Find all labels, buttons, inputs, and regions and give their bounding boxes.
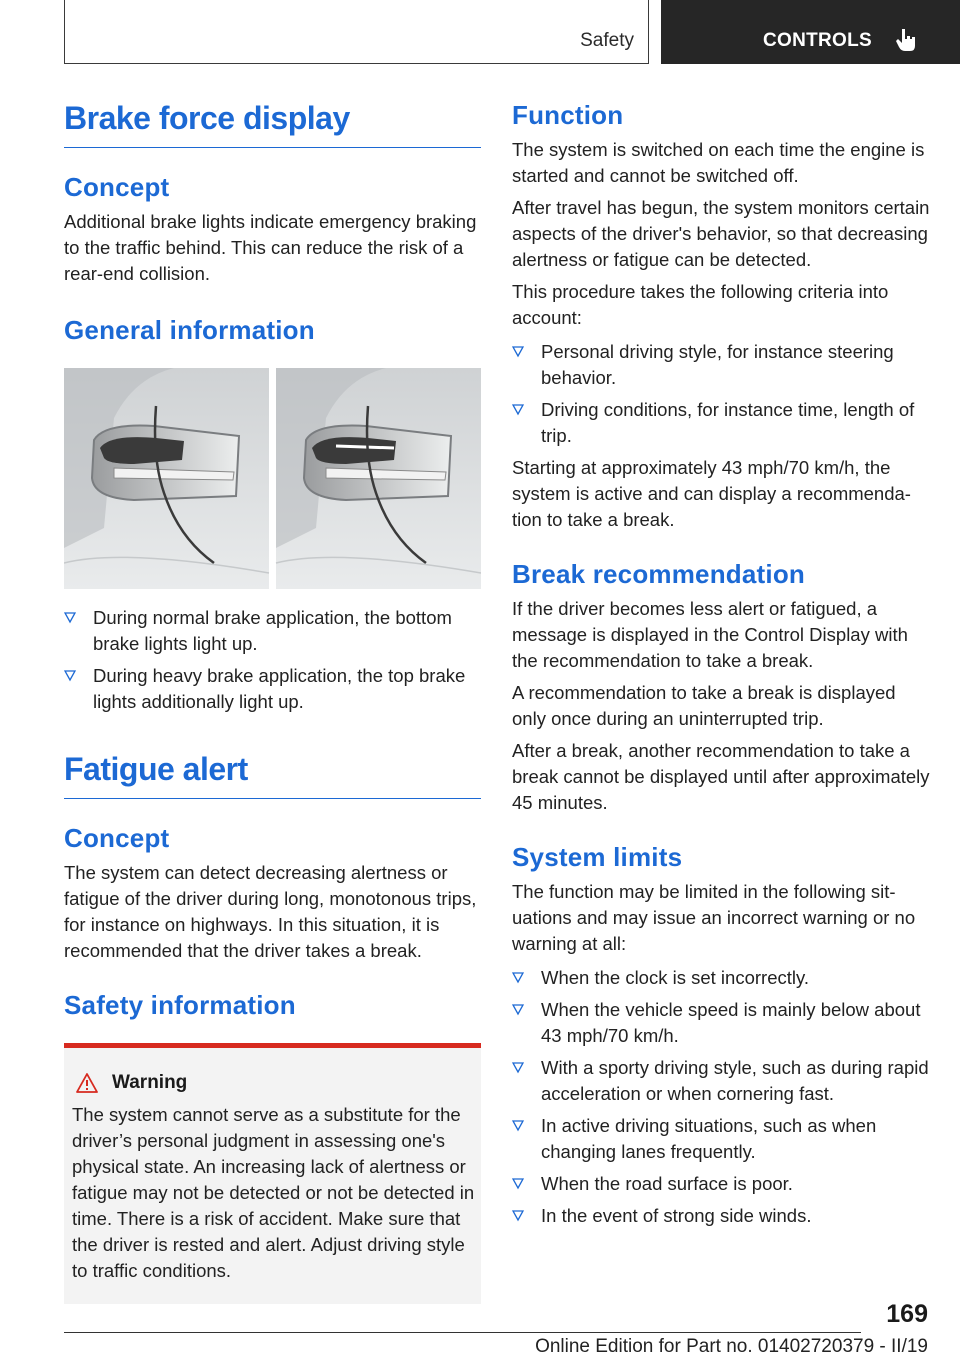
safety-information-heading: Safety information xyxy=(64,990,296,1020)
header-chapter-label: CONTROLS xyxy=(763,30,873,51)
system-limits-heading: System limits xyxy=(512,842,683,872)
general-information-heading: General information xyxy=(64,315,315,345)
tail-light-figure xyxy=(64,368,481,589)
list-item: Driving conditions, for instance time, length of trip. xyxy=(512,397,932,449)
list-item: In active driving situations, such as when changing lanes frequently. xyxy=(512,1113,932,1165)
fatigue-alert-title: Fatigue alert xyxy=(64,751,481,799)
list-item: When the clock is set incorrectly. xyxy=(512,965,932,991)
break-recommendation-heading: Break recommendation xyxy=(512,559,805,589)
hand-pointer-icon xyxy=(892,26,920,54)
header-section-label: Safety xyxy=(580,30,634,51)
header-chapter-tab xyxy=(661,0,960,64)
tail-light-illustration xyxy=(64,368,481,589)
list-item: When the vehicle speed is mainly below about 43 mph/70 km/h. xyxy=(512,997,932,1049)
limits-paragraph: The function may be limited in the following situations and may issue an incorrect warning or no warning at all: xyxy=(512,881,916,954)
warning-text: The system cannot serve as a substitute for the driver’s personal judgment in assessing one's physical state. An increasing lack of alertness or fatigue may not be detected or not be detected in time. There is a risk of accident. Make sure that the driver is rested and alert. Adjust driving style to traffic conditions. xyxy=(72,1104,475,1281)
list-item: In the event of strong side winds. xyxy=(512,1203,932,1229)
brake-bullet-list xyxy=(64,605,481,715)
edition-text: Online Edition for Part no. 01402720379 - II/19 xyxy=(535,1336,928,1357)
footer-divider xyxy=(64,1332,861,1333)
fatigue-concept-heading: Concept xyxy=(64,823,170,853)
warning-title: Warning xyxy=(72,1072,475,1094)
limits-list xyxy=(512,965,932,1229)
fatigue-concept-text: The system can detect decreasing alertness or fatigue of the driver during long, monotonous trips, for instance on highways. In this situation, it is recommended that the driver takes a break. xyxy=(64,862,477,961)
warning-triangle-icon xyxy=(76,1073,98,1093)
header-section-tab xyxy=(64,0,649,64)
page-number: 169 xyxy=(886,1300,928,1328)
triangle-bullet-icon xyxy=(512,1210,524,1222)
brake-concept-heading: Concept xyxy=(64,172,170,202)
criteria-list xyxy=(512,339,932,449)
tail-light-normal-panel xyxy=(64,368,269,589)
break-paragraph: After a break, another recommendation to take a break cannot be displayed until after approximately 45 minutes. xyxy=(512,740,930,813)
function-heading: Function xyxy=(512,100,624,130)
triangle-bullet-icon xyxy=(512,972,524,984)
warning-box xyxy=(64,1043,481,1304)
function-paragraph: After travel has begun, the system monitors certain aspects of the driver's behavior, so that decreasing alertness or fatigue can be detected. xyxy=(512,197,930,270)
triangle-bullet-icon xyxy=(512,1120,524,1132)
break-paragraph: A recommendation to take a break is displayed only once during an uninterrupted trip. xyxy=(512,682,896,729)
triangle-bullet-icon xyxy=(512,404,524,416)
triangle-bullet-icon xyxy=(512,346,524,358)
right-column xyxy=(512,100,932,1235)
list-item: During normal brake application, the bottom brake lights light up. xyxy=(64,605,481,657)
brake-force-title: Brake force display xyxy=(64,100,481,148)
triangle-bullet-icon xyxy=(512,1062,524,1074)
triangle-bullet-icon xyxy=(64,670,76,682)
list-item: During heavy brake application, the top brake lights additionally light up. xyxy=(64,663,481,715)
function-paragraph: This procedure takes the following criteria into account: xyxy=(512,281,889,328)
triangle-bullet-icon xyxy=(512,1004,524,1016)
function-paragraph: The system is switched on each time the engine is started and cannot be switched off. xyxy=(512,139,925,186)
list-item: Personal driving style, for instance steering behavior. xyxy=(512,339,932,391)
brake-concept-text: Additional brake lights indicate emergency braking to the traffic behind. This can reduce the risk of a rear-end collision. xyxy=(64,211,477,284)
triangle-bullet-icon xyxy=(64,612,76,624)
list-item: With a sporty driving style, such as during rapid acceleration or when cornering fast. xyxy=(512,1055,932,1107)
tail-light-heavy-panel xyxy=(276,368,481,589)
triangle-bullet-icon xyxy=(512,1178,524,1190)
function-paragraph: Starting at approximately 43 mph/70 km/h, the system is active and can display a recommendation to take a break. xyxy=(512,457,911,530)
break-paragraph: If the driver becomes less alert or fatigued, a message is displayed in the Control Display with the recommendation to take a break. xyxy=(512,598,908,671)
left-column xyxy=(64,100,481,1304)
list-item: When the road surface is poor. xyxy=(512,1171,932,1197)
